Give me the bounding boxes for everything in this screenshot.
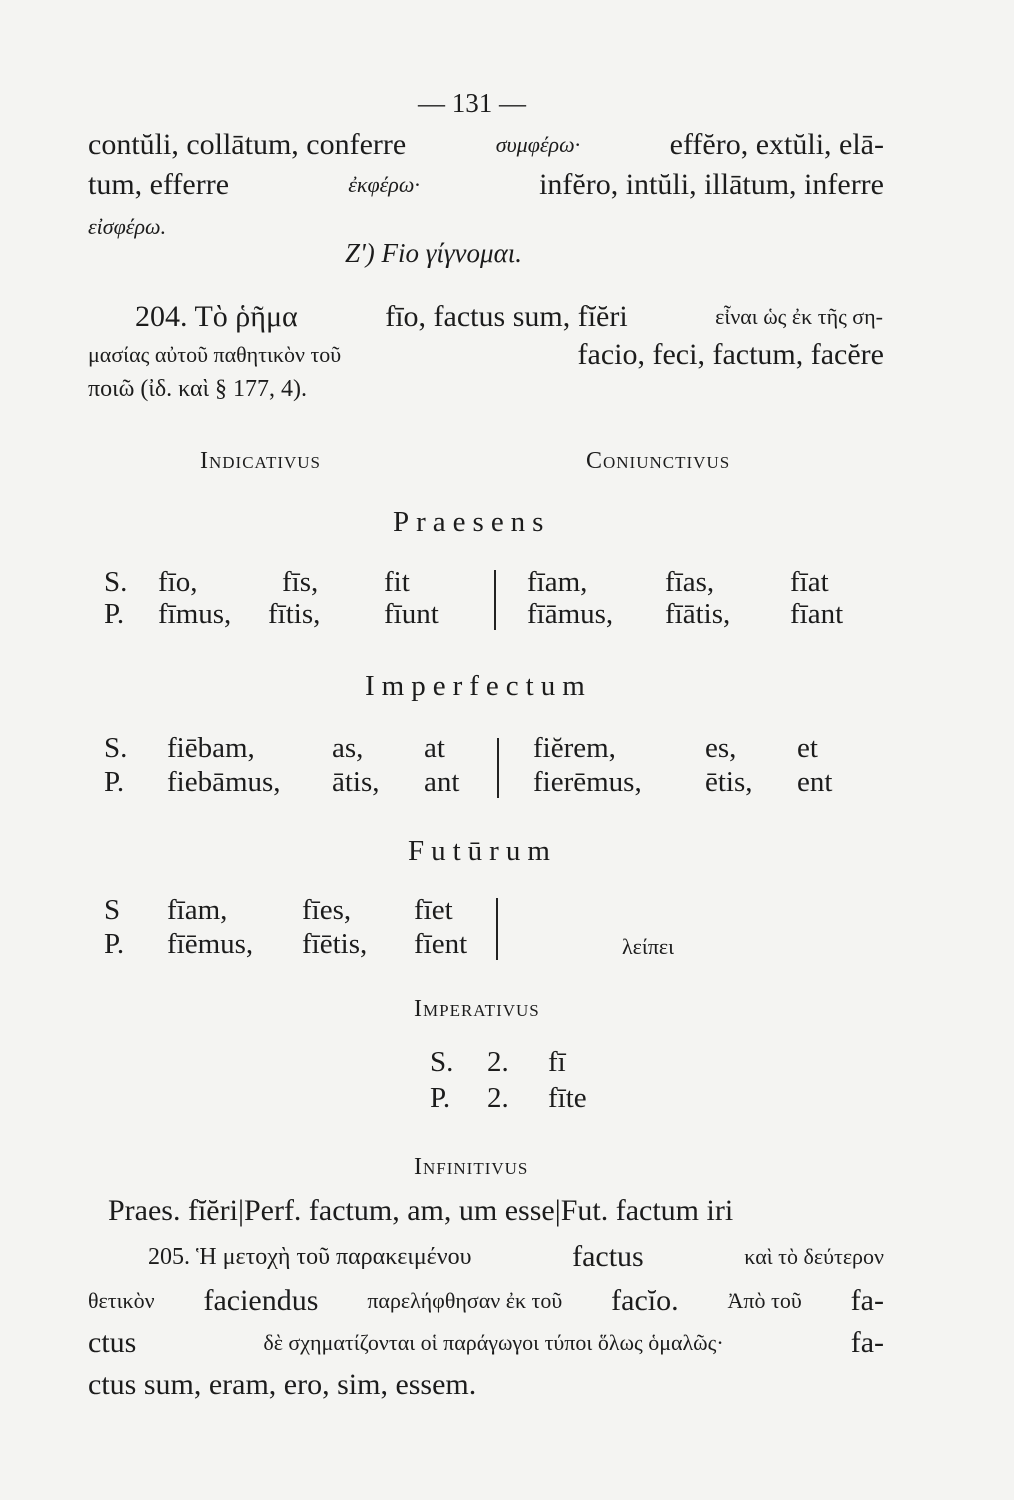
praesens-s-conj-3: fīat [790,566,829,598]
para-205-greek-d: Ἀπὸ τοῦ [727,1288,802,1313]
heading-indicativus: Indicativus [200,448,321,474]
praesens-p-ind-3: fīunt [384,598,439,630]
futurum-p-ind-2: fīētis, [302,928,368,960]
praesens-p-ind-2: fītis, [268,598,321,630]
imperativus-p-form: fīte [548,1082,587,1114]
para-205-greek-e: δὲ σχηματίζονται οἱ παράγωγοι τύποι ὅλως ὁμαλῶς· [263,1330,724,1355]
imperativus-p-label: P. [430,1082,451,1114]
intro-line-1 [88,128,884,162]
praesens-s-ind-2: fīs, [282,566,319,598]
imperfectum-title: Imperfectum [365,670,592,702]
heading-imperativus: Imperativus [414,996,540,1022]
section-title: Z') Fio γίγνομαι. [345,238,523,268]
imperfectum-s-ind-1: fiēbam, [167,732,255,764]
imperfectum-p-ind-2: ātis, [332,766,380,798]
praesens-p-label: P. [104,598,125,630]
futurum-s-ind-3: fīet [414,894,453,926]
para-205-factus: factus [572,1240,644,1273]
imperfectum-s-ind-3: at [424,732,445,764]
intro-line-2 [88,168,884,202]
para-204-line-3: ποιῶ (ἰδ. καὶ § 177, 4). [88,376,308,402]
imperfectum-p-conj-2: ētis, [705,766,753,798]
para-204-greek-b: μασίας αὐτοῦ παθητικὸν τοῦ [88,342,342,367]
para-205-line-3 [88,1326,884,1360]
futurum-s-label: S [104,894,121,926]
para-204-latin-b: facio, feci, factum, facĕre [577,338,884,371]
praesens-s-label: S. [104,566,128,598]
imperativus-s-label: S. [430,1046,454,1078]
futurum-conj-missing: λείπει [622,934,675,959]
futurum-s-ind-1: fīam, [167,894,228,926]
para-205-fa-2: fa- [850,1326,884,1359]
para-205-fa-1: fa- [850,1284,884,1317]
praesens-p-conj-1: fīāmus, [527,598,614,630]
imperfectum-p-label: P. [104,766,125,798]
praesens-s-ind-1: fīo, [158,566,198,598]
para-204-lead: 204. Τὸ ῥῆμα [135,300,298,333]
para-204-line-2 [88,338,884,372]
para-205-line-2 [88,1284,884,1318]
futurum-p-ind-1: fīēmus, [167,928,254,960]
imperfectum-s-ind-2: as, [332,732,364,764]
praesens-title: Praesens [393,506,551,538]
praesens-p-conj-3: fīant [790,598,844,630]
page-number: — 131 — [418,88,526,118]
praesens-s-ind-3: fit [384,566,410,598]
intro-line-2-latin-a: tum, efferre [88,168,230,201]
imperativus-s-num: 2. [487,1046,509,1078]
imperfectum-p-conj-3: ent [797,766,833,798]
intro-line-2-greek: ἐκφέρω· [348,172,420,197]
intro-line-1-latin-a: contŭli, collātum, conferre [88,128,407,161]
heading-infinitivus: Infinitivus [414,1154,529,1180]
imperfectum-divider [497,738,499,798]
futurum-divider [496,898,498,960]
praesens-s-conj-2: fīas, [665,566,715,598]
praesens-p-ind-1: fīmus, [158,598,232,630]
para-205-greek-c: παρελήφθησαν ἐκ τοῦ [367,1288,563,1313]
imperfectum-s-conj-1: fiĕrem, [533,732,616,764]
imperfectum-s-conj-3: et [797,732,818,764]
para-205-line-4: ctus sum, eram, ero, sim, essem. [88,1368,477,1401]
praesens-divider [494,570,496,630]
praesens-s-conj-1: fīam, [527,566,588,598]
imperativus-p-num: 2. [487,1082,509,1114]
futurum-title: Futūrum [408,835,557,867]
imperfectum-s-conj-2: es, [705,732,737,764]
imperfectum-p-conj-1: fierēmus, [533,766,642,798]
para-204-line-1 [135,300,883,334]
heading-coniunctivus: Coniunctivus [586,448,731,474]
futurum-p-label: P. [104,928,125,960]
para-204-latin-a: fīo, factus sum, fĭĕri [385,300,628,333]
praesens-p-conj-2: fīātis, [665,598,731,630]
para-204-greek-a: εἶναι ὡς ἐκ τῆς ση- [715,304,883,329]
para-205-lead: 205. Ἡ μετοχὴ τοῦ παρακειμένου [148,1243,472,1270]
imperfectum-p-ind-3: ant [424,766,460,798]
imperfectum-s-label: S. [104,732,128,764]
imperfectum-p-ind-1: fiebāmus, [167,766,281,798]
para-205-greek-a: καὶ τὸ δεύτερον [744,1244,884,1269]
futurum-p-ind-3: fīent [414,928,468,960]
intro-line-1-greek: συμφέρω· [495,132,581,157]
intro-line-1-latin-b: effĕro, extŭli, elā- [669,128,884,161]
futurum-s-ind-2: fīes, [302,894,352,926]
para-205-ctus: ctus [88,1326,137,1359]
intro-line-2-latin-b: infĕro, intŭli, illātum, inferre [539,168,884,201]
imperativus-s-form: fī [548,1046,566,1078]
para-205-facio: facĭo. [611,1284,679,1317]
infinitivus-line: Praes. fĭĕri|Perf. factum, am, um esse|Fut. factum iri [108,1194,734,1227]
para-205-line-1 [148,1240,884,1274]
para-205-faciendus: faciendus [203,1284,319,1317]
intro-line-3-greek: εἰσφέρω. [88,214,167,239]
para-205-greek-b: θετικὸν [88,1288,155,1313]
